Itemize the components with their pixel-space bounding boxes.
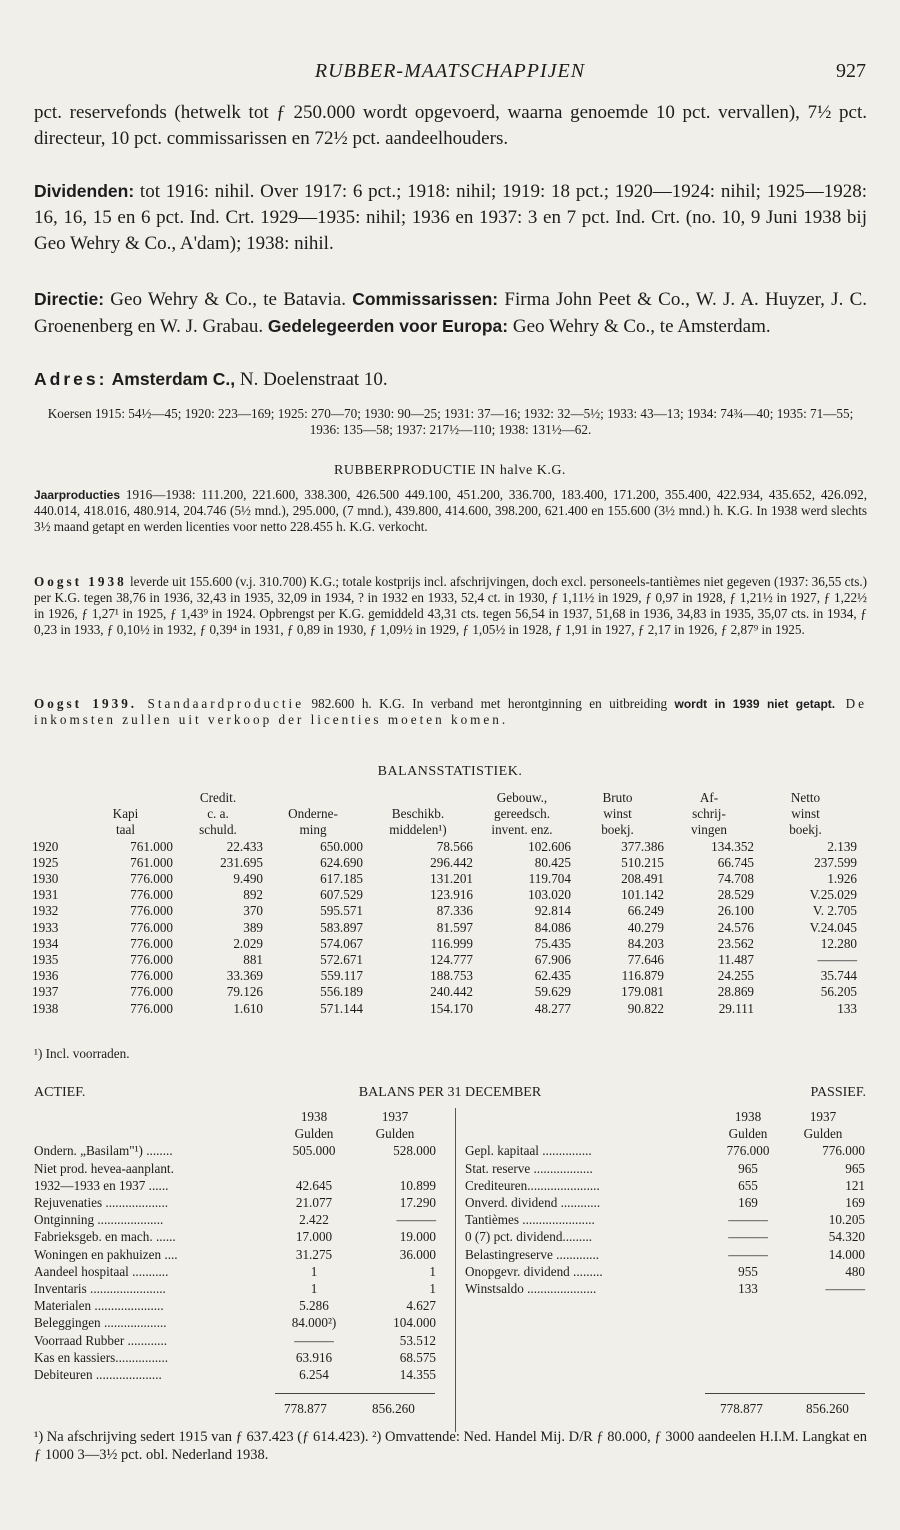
actief-row (34, 1211, 436, 1228)
stat-value: 22.433 (226, 838, 263, 854)
stat-value: V.24.045 (809, 919, 857, 935)
passief-value-1938: 133 (738, 1281, 758, 1297)
actief-row (34, 1349, 436, 1366)
passief-row (465, 1263, 865, 1280)
stat-year: 1937 (32, 984, 59, 1000)
stat-header-cell: boekj. (789, 822, 822, 838)
actief-item: Rejuvenaties ................... (34, 1195, 169, 1211)
stat-year: 1920 (32, 838, 59, 854)
management-paragraph (34, 286, 867, 340)
actief-unit: Gulden (294, 1126, 334, 1142)
actief-value-1937 (354, 1160, 436, 1177)
stat-row (32, 920, 857, 936)
passief-item: Gepl. kapitaal ............... (465, 1143, 592, 1159)
actief-item: Inventaris ....................... (34, 1281, 166, 1297)
stat-value: 2.139 (827, 838, 857, 854)
actief-unit-row (34, 1125, 436, 1142)
actief-value-1938: 505.000 (292, 1143, 336, 1159)
stat-year: 1925 (32, 854, 59, 870)
passief-value-1937: 14.000 (828, 1246, 865, 1262)
oogst-1939-paragraph (34, 696, 867, 728)
stat-row (32, 968, 857, 984)
stat-value: V.25.029 (809, 887, 857, 903)
actief-item: Ondern. „Basilam"¹) ........ (34, 1143, 173, 1159)
stat-value: 81.597 (436, 919, 473, 935)
stat-header-cell (32, 790, 78, 806)
stat-value: 80.425 (534, 854, 571, 870)
stat-value: 78.566 (436, 838, 473, 854)
passief-value-1937: ——— (825, 1281, 865, 1297)
stat-header-row (32, 790, 857, 806)
actief-value-1938: 17.000 (295, 1229, 333, 1245)
oogst-1939-standard: Standaardproductie (137, 696, 305, 711)
actief-value-1937: 36.000 (399, 1246, 436, 1262)
stat-value: 134.352 (711, 838, 754, 854)
stat-value: 240.442 (430, 984, 473, 1000)
stat-value: 776.000 (130, 1000, 173, 1016)
balansstatistiek-title: BALANSSTATISTIEK. (377, 764, 523, 779)
stat-value: 776.000 (130, 871, 173, 887)
stat-value: 881 (243, 952, 263, 968)
stat-value: 583.897 (320, 919, 363, 935)
dividend-label: Dividenden: (34, 181, 135, 201)
stat-value: 892 (243, 887, 263, 903)
stat-value: 776.000 (130, 887, 173, 903)
balance-divider (455, 1108, 456, 1432)
stat-value: 67.906 (534, 952, 571, 968)
stat-year: 1934 (32, 935, 59, 951)
stat-value: 377.386 (621, 838, 664, 854)
stat-row (32, 952, 857, 968)
stat-value: 124.777 (430, 952, 473, 968)
passief-value-1937: 169 (845, 1195, 865, 1211)
stat-value: 87.336 (436, 903, 473, 919)
gedelegeerden-label: Gedelegeerden voor Europa: (267, 316, 509, 336)
adres-street: N. Doelenstraat 10. (235, 369, 388, 390)
actief-row (34, 1142, 436, 1159)
stat-year: 1932 (32, 903, 59, 919)
address-line (34, 366, 867, 393)
stat-value: 33.369 (226, 968, 263, 984)
stat-value: 650.000 (320, 838, 363, 854)
actief-value-1937: 104.000 (393, 1315, 436, 1331)
balansstatistiek-table (32, 790, 857, 1017)
passief-item: Onverd. dividend ............ (465, 1195, 601, 1211)
stat-value: 571.144 (320, 1000, 363, 1016)
page-header (0, 60, 900, 88)
stat-header-row (32, 806, 857, 822)
stat-value: 11.487 (718, 952, 754, 968)
stat-year: 1938 (32, 1000, 59, 1016)
passief-item: 0 (7) pct. dividend......... (465, 1229, 593, 1245)
stat-value: 28.529 (717, 887, 754, 903)
stat-year: 1935 (32, 952, 59, 968)
actief-item: Voorraad Rubber ............ (34, 1332, 168, 1348)
passief-row (465, 1194, 865, 1211)
stat-value: 296.442 (430, 854, 473, 870)
passief-value-1937: 54.320 (828, 1229, 865, 1245)
oogst-1938-text: leverde uit 155.600 (v.j. 310.700) K.G.; totale kostprijs incl. afschrijvingen, doch excl. personeels-tantièmes niet gegeven (1937: 36,55 cts.) per K.G. tegen 38,76 in 1936, 32,43 in 1935, 32,09 in 1934, ? in 1932 en 1933, 52,4 ct. in 1930, ƒ 1,11½ in 1929, ƒ 0,97 in 1928, ƒ 1,21½ in 1927, ƒ 1,22½ in 1926, ƒ 1,27¹ in 1925, ƒ 1,43⁹ in 1924. Opbrengst per K.G. gemiddeld 43,31 cts. tegen 56,54 in 1937, 51,68 in 1936, 34,83 in 1935, 35,07 cts. in 1934, ƒ 0,23 in 1933, ƒ 0,10½ in 1932, ƒ 0,39⁴ in 1931, ƒ 0,89 in 1930, ƒ 1,09½ in 1929, ƒ 1,05½ in 1928, ƒ 1,91 in 1927, ƒ 2,17 in 1926, ƒ 2,87⁹ in 1925. (34, 574, 868, 637)
stat-header-cell: Bruto (602, 790, 633, 805)
stat-value: 370 (243, 903, 263, 919)
stat-header-cell: winst (603, 806, 632, 822)
stat-header-cell: Af- (699, 790, 719, 805)
stat-value: 28.869 (717, 984, 754, 1000)
actief-value-1937: ——— (396, 1212, 436, 1228)
passief-value-1937: 480 (845, 1263, 865, 1279)
stat-year: 1931 (32, 887, 59, 903)
passief-item: Stat. reserve .................. (465, 1160, 593, 1176)
stat-row (32, 984, 857, 1000)
actief-value-1937: 10.899 (399, 1177, 436, 1193)
stat-value: 624.690 (320, 854, 363, 870)
actief-row (34, 1194, 436, 1211)
passief-table (465, 1108, 865, 1297)
adres-city: Amsterdam C., (107, 369, 236, 389)
stat-header-cell: gereedsch. (493, 806, 550, 822)
actief-row (34, 1297, 436, 1314)
stat-header-row (32, 822, 857, 838)
oogst-1939-bold: wordt in 1939 niet getapt. (674, 697, 836, 711)
actief-value-1938: 1 (310, 1281, 318, 1297)
stat-row (32, 887, 857, 903)
stat-value: ——— (817, 952, 857, 968)
stat-value: 761.000 (130, 854, 173, 870)
actief-blank (34, 1125, 274, 1142)
stat-value: 62.435 (534, 968, 571, 984)
actief-row (34, 1160, 436, 1177)
stat-year: 1930 (32, 871, 59, 887)
stat-row (32, 936, 857, 952)
passief-value-1938: 655 (738, 1177, 758, 1193)
actief-item: Ontginning .................... (34, 1212, 164, 1228)
stat-header-cell: Gebouw., (496, 790, 548, 805)
passief-value-1937: 10.205 (828, 1212, 865, 1228)
stat-value: V. 2.705 (812, 903, 857, 919)
stat-header-cell: schuld. (199, 822, 237, 838)
actief-item: Beleggingen ................... (34, 1315, 167, 1331)
stat-value: 510.215 (621, 854, 664, 870)
actief-row (34, 1246, 436, 1263)
commissarissen-label: Commissarissen: (352, 289, 499, 309)
actief-value-1938: 42.645 (295, 1177, 333, 1193)
passief-item: Winstsaldo ..................... (465, 1281, 597, 1297)
actief-value-1938: 84.000²) (291, 1315, 337, 1331)
actief-item: Fabrieksgeb. en mach. ...... (34, 1229, 176, 1245)
actief-label: ACTIEF. (34, 1085, 86, 1100)
passief-year-1937: 1937 (809, 1109, 837, 1124)
balans-title: BALANS PER 31 DECEMBER (358, 1085, 542, 1100)
stat-value: 1.926 (827, 871, 857, 887)
passief-value-1938: 955 (738, 1263, 758, 1279)
stat-header-cell: vingen (691, 822, 727, 838)
stat-value: 48.277 (534, 1000, 571, 1016)
passief-year-1938: 1938 (734, 1109, 762, 1124)
stat-value: 116.999 (430, 935, 473, 951)
stat-value: 79.126 (226, 984, 263, 1000)
stat-value: 1.610 (233, 1000, 263, 1016)
stat-value: 179.081 (621, 984, 664, 1000)
stat-value: 2.029 (233, 935, 263, 951)
stat-value: 595.571 (320, 903, 363, 919)
oogst-1938-paragraph (34, 574, 867, 638)
passief-row (465, 1142, 865, 1159)
stat-row (32, 903, 857, 919)
passief-total-rule (705, 1393, 865, 1394)
stat-value: 75.435 (534, 935, 571, 951)
reserve-text: pct. reservefonds (hetwelk tot ƒ 250.000 wordt opgevoerd, waarna genoemde 10 pct. vervallen), 7½ pct. directeur, 10 pct. commissarissen en 72½ pct. aandeelhouders. (34, 102, 867, 149)
stat-value: 40.279 (627, 919, 664, 935)
actief-table (34, 1108, 436, 1383)
stat-value: 74.708 (717, 871, 754, 887)
dividend-paragraph (34, 178, 867, 257)
actief-value-1937: 528.000 (393, 1143, 436, 1159)
actief-value-1938: 2.422 (299, 1212, 329, 1228)
actief-value-1938: 6.254 (299, 1367, 329, 1383)
stat-value: 102.606 (528, 838, 571, 854)
oogst-1939-label: Oogst 1939. (34, 696, 138, 711)
passief-unit: Gulden (803, 1126, 843, 1142)
passief-row (465, 1211, 865, 1228)
actief-value-1937: 68.575 (399, 1349, 436, 1365)
stat-header-cell (78, 790, 173, 806)
stat-value: 101.142 (621, 887, 664, 903)
stat-header-cell: ming (299, 822, 327, 838)
balance-footnotes: ¹) Na afschrijving sedert 1915 van ƒ 637.423 (ƒ 614.423). ²) Omvattende: Ned. Handel Mij. D/R ƒ 80.000, ƒ 3000 aandeelen H.I.M. Langkat en ƒ 1000 3—3½ pct. obl. Nederland 1938. (34, 1429, 867, 1463)
passief-row (465, 1228, 865, 1245)
adres-label: Adres: (34, 369, 108, 389)
passief-value-1937: 121 (845, 1177, 865, 1193)
stat-value: 208.491 (621, 871, 664, 887)
actief-value-1938: 63.916 (295, 1349, 333, 1365)
actief-row (34, 1332, 436, 1349)
stat-header-cell: Credit. (199, 790, 237, 805)
stat-value: 572.671 (320, 952, 363, 968)
stat-header-cell: c. a. (207, 806, 229, 822)
oogst-1939-licenses: De inkomsten zullen uit verkoop der licenties moeten komen. (34, 696, 867, 727)
stat-value: 103.020 (528, 887, 571, 903)
passief-value-1938: 776.000 (726, 1143, 770, 1159)
stat-value: 188.753 (430, 968, 473, 984)
stat-header-cell (32, 822, 78, 838)
stat-header-cell: Netto (790, 790, 821, 805)
actief-item: Materialen ..................... (34, 1298, 164, 1314)
jaarproducties-paragraph (34, 487, 867, 535)
passief-value-1937: 776.000 (822, 1143, 865, 1159)
commissarissen-text: Firma John Peet & Co., W. J. A. Huyzer, J. C. Groenenberg en W. J. Grabau. (34, 289, 867, 337)
stat-value: 29.111 (718, 1000, 754, 1016)
actief-item: Kas en kassiers................ (34, 1349, 169, 1365)
stat-row (32, 855, 857, 871)
actief-row (34, 1228, 436, 1245)
passief-item: Belastingreserve ............. (465, 1246, 600, 1262)
actief-unit: Gulden (375, 1126, 415, 1142)
oogst-1938-label: Oogst 1938 (34, 574, 127, 589)
passief-row (465, 1160, 865, 1177)
actief-row (34, 1177, 436, 1194)
stat-header-cell (363, 790, 473, 806)
stat-value: 23.562 (717, 935, 754, 951)
stat-year: 1936 (32, 968, 59, 984)
stat-value: 231.695 (220, 854, 263, 870)
actief-row (34, 1366, 436, 1383)
stat-header-cell: middelen¹) (389, 822, 447, 838)
stat-row (32, 839, 857, 855)
stat-value: 776.000 (130, 984, 173, 1000)
actief-total-1938: 778.877 (284, 1401, 327, 1416)
stat-value: 26.100 (717, 903, 754, 919)
stat-value: 66.249 (627, 903, 664, 919)
stat-row (32, 1001, 857, 1017)
stat-value: 574.067 (320, 935, 363, 951)
actief-value-1937: 1 (429, 1281, 436, 1297)
production-title: RUBBERPRODUCTIE IN halve K.G. (334, 463, 566, 478)
actief-value-1938: 1 (310, 1263, 318, 1279)
passief-row (465, 1177, 865, 1194)
stat-value: 556.189 (320, 984, 363, 1000)
stat-value: 77.646 (627, 952, 664, 968)
actief-total-1937: 856.260 (372, 1401, 415, 1416)
stat-year: 1933 (32, 919, 59, 935)
passief-total-1938: 778.877 (720, 1401, 763, 1416)
stat-header-cell (263, 790, 363, 806)
actief-item: Debiteuren .................... (34, 1367, 162, 1383)
passief-item: Crediteuren...................... (465, 1177, 600, 1193)
gedelegeerden-text: Geo Wehry & Co., te Amsterdam. (508, 316, 771, 337)
passief-blank (465, 1108, 715, 1125)
stat-header-cell: winst (791, 806, 820, 822)
dividend-text: tot 1916: nihil. Over 1917: 6 pct.; 1918: nihil; 1919: 18 pct.; 1920—1924: nihil; 1925—1928: 16, 16, 15 en 6 pct. Ind. Crt. 1929—1935: nihil; 1936 en 1937: 3 en 7 pct. Ind. Crt. (no. 10, 9 Juni 1938 bij Geo Wehry & Co., A'dam); 1938: nihil. (34, 181, 867, 254)
actief-value-1937: 1 (429, 1263, 436, 1279)
running-title: RUBBER-MAATSCHAPPIJEN (314, 60, 586, 82)
passief-value-1937: 965 (845, 1160, 865, 1176)
stat-value: 761.000 (130, 838, 173, 854)
stat-header-cell: schrij- (692, 806, 726, 822)
actief-row (34, 1263, 436, 1280)
actief-value-1937: 17.290 (399, 1195, 436, 1211)
stat-value: 12.280 (820, 935, 857, 951)
jaarproducties-label: Jaarproducties (34, 488, 121, 502)
stat-header-cell: taal (115, 822, 136, 838)
stat-header-cell: Beschikb. (391, 806, 445, 822)
stat-value: 24.576 (717, 919, 754, 935)
stat-value: 90.822 (627, 1000, 664, 1016)
stat-value: 24.255 (717, 968, 754, 984)
actief-item: Woningen en pakhuizen .... (34, 1246, 178, 1262)
stat-value: 84.203 (627, 935, 664, 951)
stat-header-cell: Onderne- (288, 806, 338, 822)
stat-row (32, 871, 857, 887)
stat-value: 9.490 (233, 871, 263, 887)
stat-value: 59.629 (534, 984, 571, 1000)
passief-value-1938: 169 (738, 1195, 758, 1211)
passief-blank (465, 1125, 715, 1142)
passief-row (465, 1246, 865, 1263)
stat-value: 617.185 (320, 871, 363, 887)
passief-unit: Gulden (728, 1126, 768, 1142)
stat-value: 607.529 (320, 887, 363, 903)
stat-header-cell: invent. enz. (491, 822, 553, 838)
passief-row (465, 1280, 865, 1297)
oogst-1939-text: 982.600 h. K.G. In verband met herontginning en uitbreiding (304, 696, 675, 711)
koersen-text: Koersen 1915: 54½—45; 1920: 223—169; 1925: 270—70; 1930: 90—25; 1931: 37—16; 1932: 32—5½; 1933: 43—13; 1934: 74¾—40; 1935: 71—55; 1936: 135—58; 1937: 217½—110; 1938: 131½—62. (47, 406, 854, 437)
jaarproducties-text: 1916—1938: 111.200, 221.600, 338.300, 426.500 449.100, 451.200, 336.700, 183.400, 171.200, 355.400, 422.934, 435.652, 426.092, 440.014, 418.016, 480.914, 204.746 (5½ mnd.), 295.000, (7 mnd.), 439.800, 414.600, 398.200, 621.400 en 155.600 (3½ mnd.) h. K.G. In 1938 werd slechts 3½ maand getapt en werden licenties voor netto 228.455 h. K.G. verkocht. (34, 487, 867, 534)
actief-row (34, 1280, 436, 1297)
actief-year-1937: 1937 (381, 1109, 409, 1124)
stat-value: 123.916 (430, 887, 473, 903)
actief-value-1938: 21.077 (295, 1195, 333, 1211)
passief-unit-row (465, 1125, 865, 1142)
passief-year-row (465, 1108, 865, 1125)
directie-label: Directie: (34, 289, 105, 309)
passief-value-1938: ——— (728, 1246, 768, 1262)
actief-value-1938: ——— (294, 1332, 334, 1348)
stat-value: 154.170 (430, 1000, 473, 1016)
balansstatistiek-footnote: ¹) Incl. voorraden. (34, 1046, 130, 1061)
actief-year-1938: 1938 (300, 1109, 328, 1124)
actief-row (34, 1314, 436, 1331)
actief-value-1937: 4.627 (406, 1298, 436, 1314)
actief-value-1937: 19.000 (399, 1229, 436, 1245)
actief-value-1938: 31.275 (295, 1246, 333, 1262)
stat-header-cell: Kapi (112, 806, 139, 822)
actief-item: 1932—1933 en 1937 ...... (34, 1177, 169, 1193)
stat-value: 133 (837, 1000, 857, 1016)
stat-value: 119.704 (528, 871, 571, 887)
actief-item: Niet prod. hevea-aanplant. (34, 1160, 174, 1176)
actief-value-1938: 5.286 (299, 1298, 329, 1314)
stat-value: 776.000 (130, 952, 173, 968)
actief-blank (34, 1108, 274, 1125)
actief-value-1937: 14.355 (399, 1367, 436, 1383)
actief-item: Aandeel hospitaal ........... (34, 1263, 169, 1279)
stat-value: 559.117 (320, 968, 363, 984)
actief-value-1938 (274, 1160, 354, 1177)
passief-value-1938: 965 (738, 1160, 758, 1176)
stat-value: 237.599 (814, 854, 857, 870)
stat-value: 84.086 (534, 919, 571, 935)
stat-value: 776.000 (130, 903, 173, 919)
stat-value: 776.000 (130, 919, 173, 935)
passief-item: Onopgevr. dividend ......... (465, 1263, 603, 1279)
stat-value: 776.000 (130, 968, 173, 984)
passief-value-1938: ——— (728, 1229, 768, 1245)
reserve-paragraph (34, 100, 867, 152)
stat-value: 776.000 (130, 935, 173, 951)
directie-text: Geo Wehry & Co., te Batavia. (104, 289, 353, 310)
stat-header-cell (32, 806, 78, 822)
actief-total-rule (275, 1393, 435, 1394)
passief-value-1938: ——— (728, 1212, 768, 1228)
passief-total-1937: 856.260 (806, 1401, 849, 1416)
page-number: 927 (836, 60, 866, 82)
stat-value: 116.879 (621, 968, 664, 984)
stat-header-cell: boekj. (601, 822, 634, 838)
passief-label: PASSIEF. (810, 1085, 866, 1100)
stat-value: 131.201 (430, 871, 473, 887)
stat-value: 66.745 (717, 854, 754, 870)
stat-value: 56.205 (820, 984, 857, 1000)
stat-value: 92.814 (534, 903, 571, 919)
actief-year-row (34, 1108, 436, 1125)
stat-value: 389 (243, 919, 263, 935)
actief-value-1937: 53.512 (399, 1332, 436, 1348)
koersen-paragraph (34, 406, 867, 438)
passief-item: Tantièmes ...................... (465, 1212, 595, 1228)
stat-value: 35.744 (820, 968, 857, 984)
